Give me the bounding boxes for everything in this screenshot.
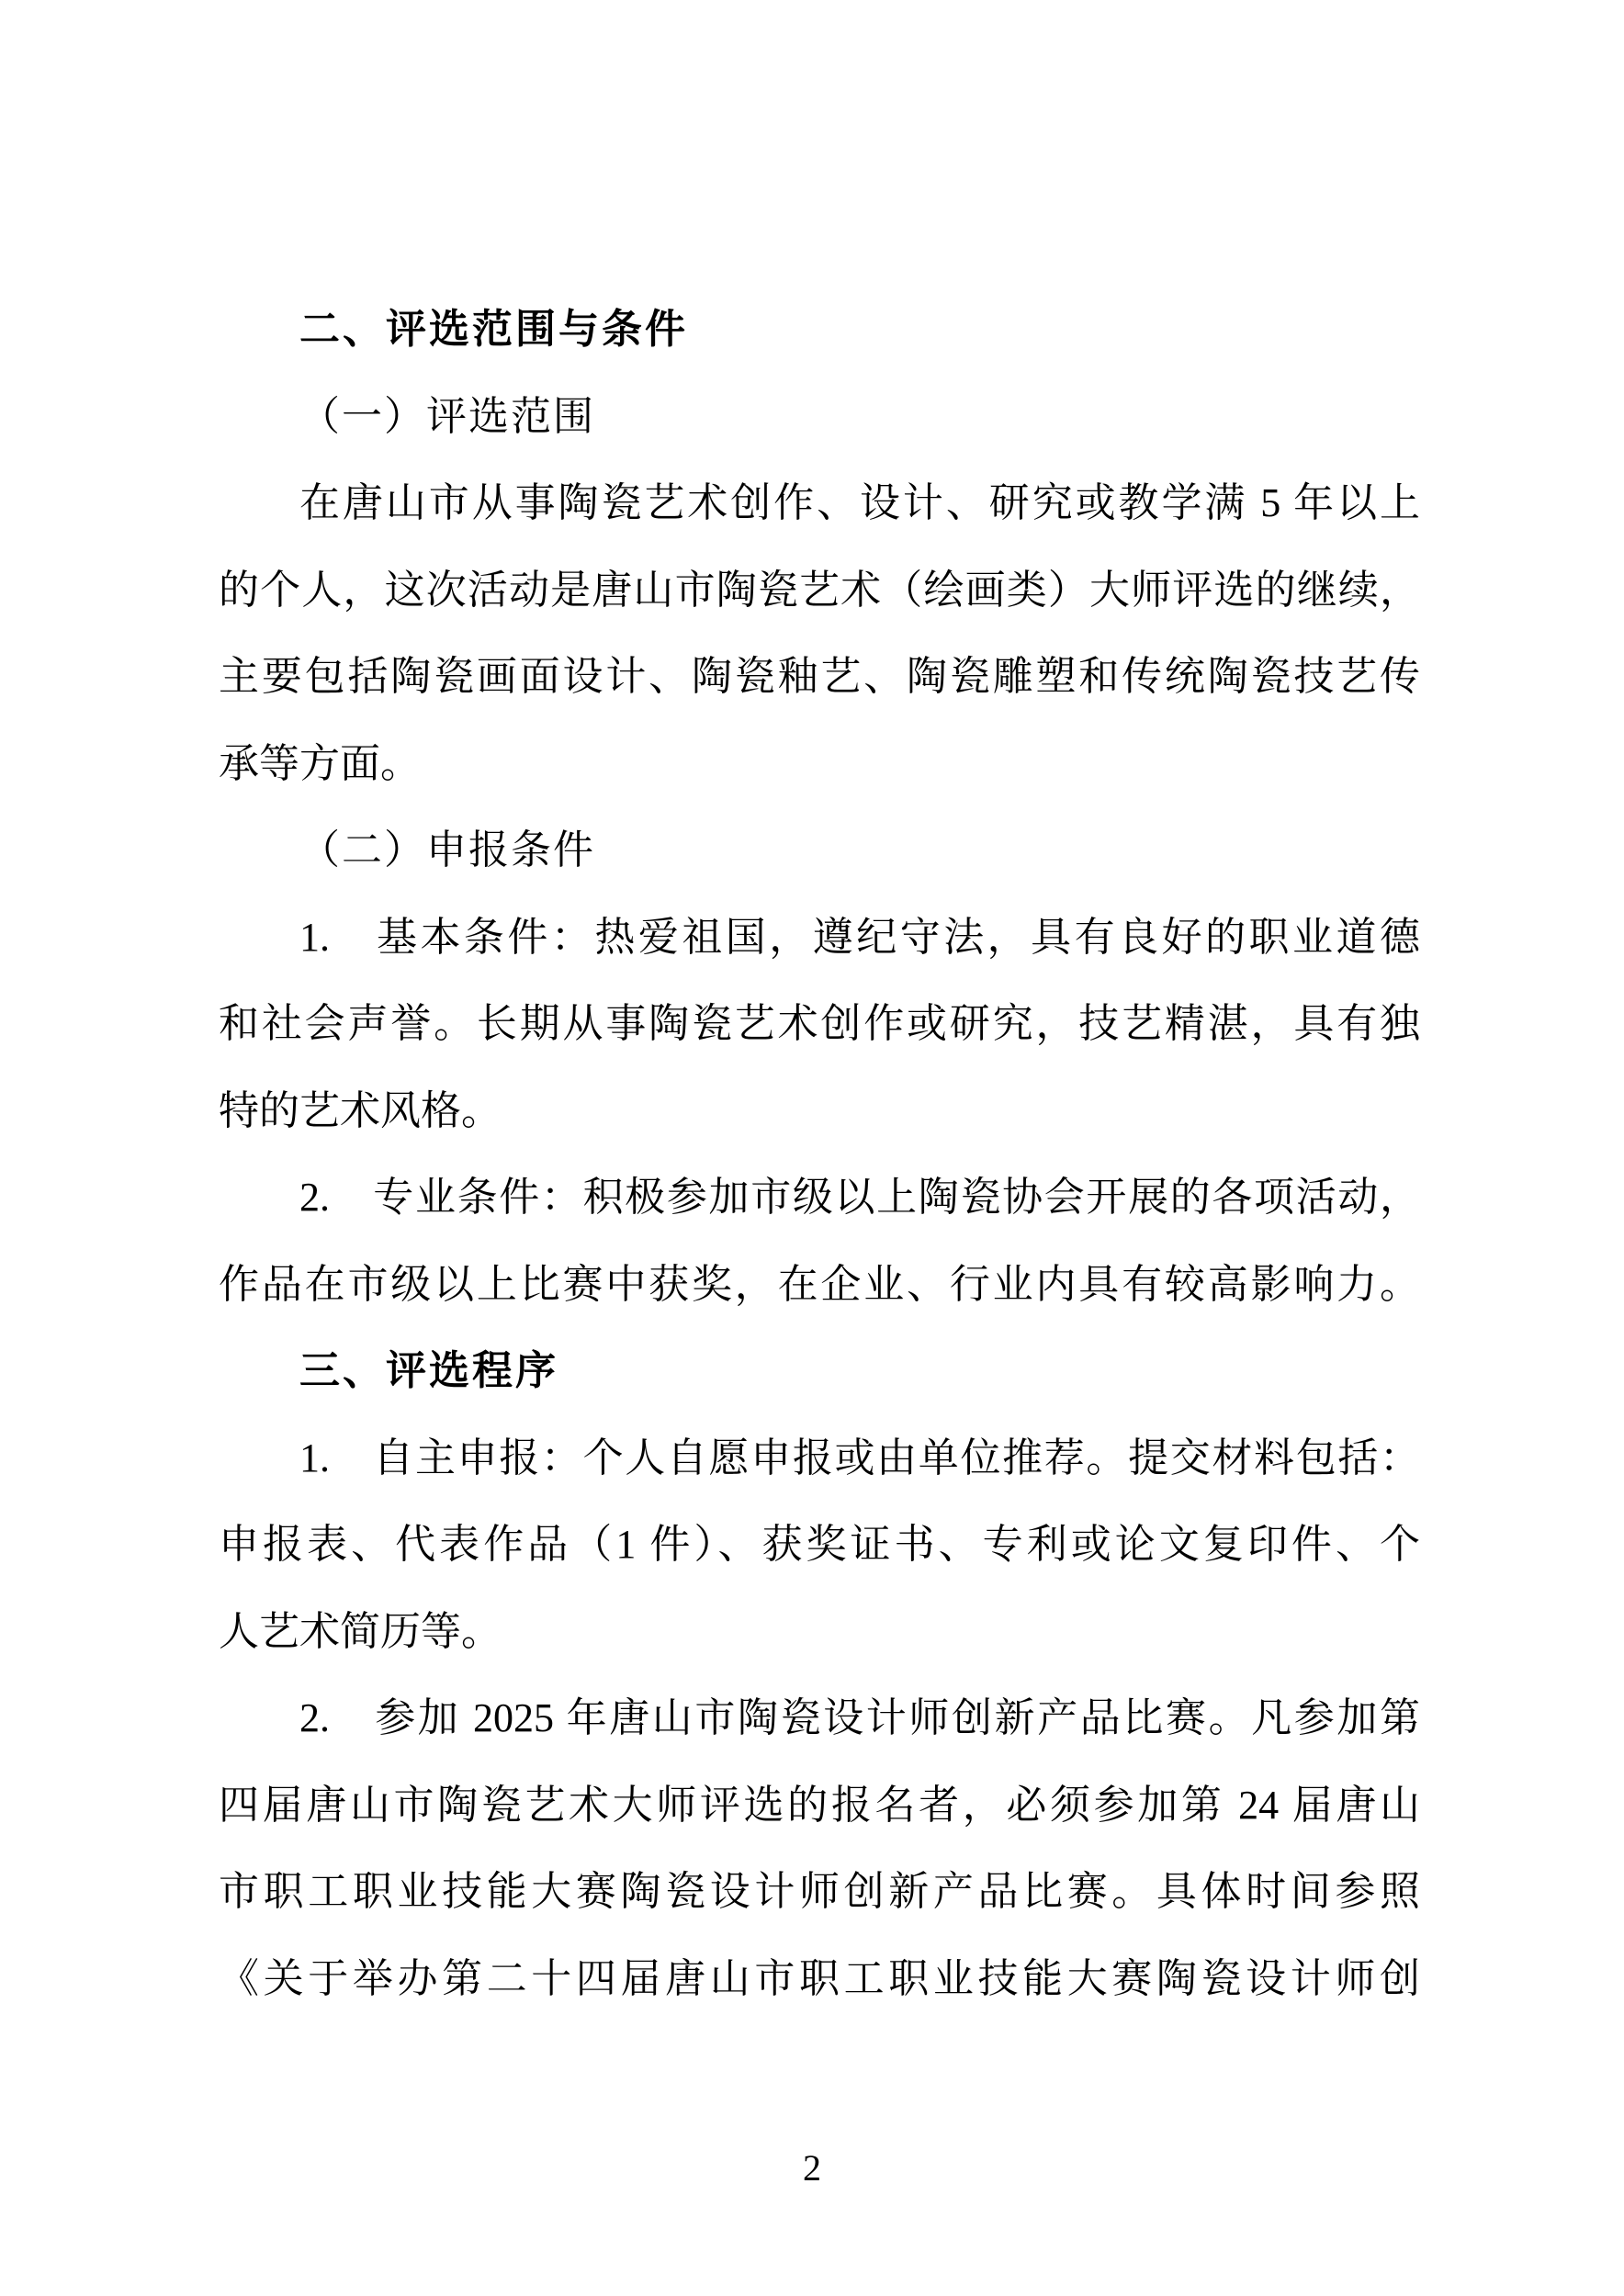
section-heading-2: 二、评选范围与条件 bbox=[299, 307, 688, 352]
para-selection-scope-line-2: 的个人，这次活动是唐山市陶瓷艺术（绘画类）大师评选的继续， bbox=[219, 567, 1420, 613]
section-heading-3: 三、评选程序 bbox=[299, 1348, 558, 1393]
subsection-heading-2-1: （一）评选范围 bbox=[299, 393, 595, 439]
para-selection-scope-line-3: 主要包括陶瓷画面设计、陶瓷釉艺、陶瓷雕塑和传统陶瓷技艺传 bbox=[219, 654, 1420, 699]
para-basic-conditions-line-3: 特的艺术风格。 bbox=[219, 1087, 502, 1133]
para-self-application-line-1: 1. 自主申报：个人自愿申报或由单位推荐。提交材料包括： bbox=[299, 1435, 1420, 1480]
para-innovation-competition-line-3: 市职工职业技能大赛陶瓷设计师创新产品比赛。具体时间参照 bbox=[219, 1869, 1420, 1914]
para-basic-conditions-line-2: 和社会声誉。长期从事陶瓷艺术创作或研究，技艺精湛，具有独 bbox=[219, 1001, 1420, 1046]
para-selection-scope-line-1: 在唐山市从事陶瓷艺术创作、设计、研究或教学满 5 年以上 bbox=[299, 480, 1420, 525]
para-self-application-line-3: 人艺术简历等。 bbox=[219, 1608, 502, 1654]
subsection-heading-2-2: （二）申报条件 bbox=[299, 827, 595, 872]
para-professional-conditions-line-2: 作品在市级以上比赛中获奖，在企业、行业内具有较高影响力。 bbox=[219, 1261, 1420, 1307]
para-innovation-competition-line-4: 《关于举办第二十四届唐山市职工职业技能大赛陶瓷设计师创 bbox=[219, 1955, 1420, 2001]
para-innovation-competition-line-1: 2. 参加 2025 年唐山市陶瓷设计师创新产品比赛。凡参加第 bbox=[299, 1695, 1420, 1740]
para-selection-scope-line-4: 承等方面。 bbox=[219, 740, 421, 786]
para-basic-conditions-line-1: 1. 基本条件：热爱祖国，遵纪守法，具有良好的职业道德 bbox=[299, 914, 1420, 960]
para-innovation-competition-line-2: 四届唐山市陶瓷艺术大师评选的报名者，必须参加第 24 届唐山 bbox=[219, 1782, 1420, 1828]
para-self-application-line-2: 申报表、代表作品（1 件）、获奖证书、专利或论文复印件、个 bbox=[219, 1522, 1420, 1567]
para-professional-conditions-line-1: 2. 专业条件：积极参加市级以上陶瓷协会开展的各项活动， bbox=[299, 1175, 1420, 1220]
document-body bbox=[219, 287, 1420, 2022]
page-number: 2 bbox=[803, 2147, 821, 2189]
